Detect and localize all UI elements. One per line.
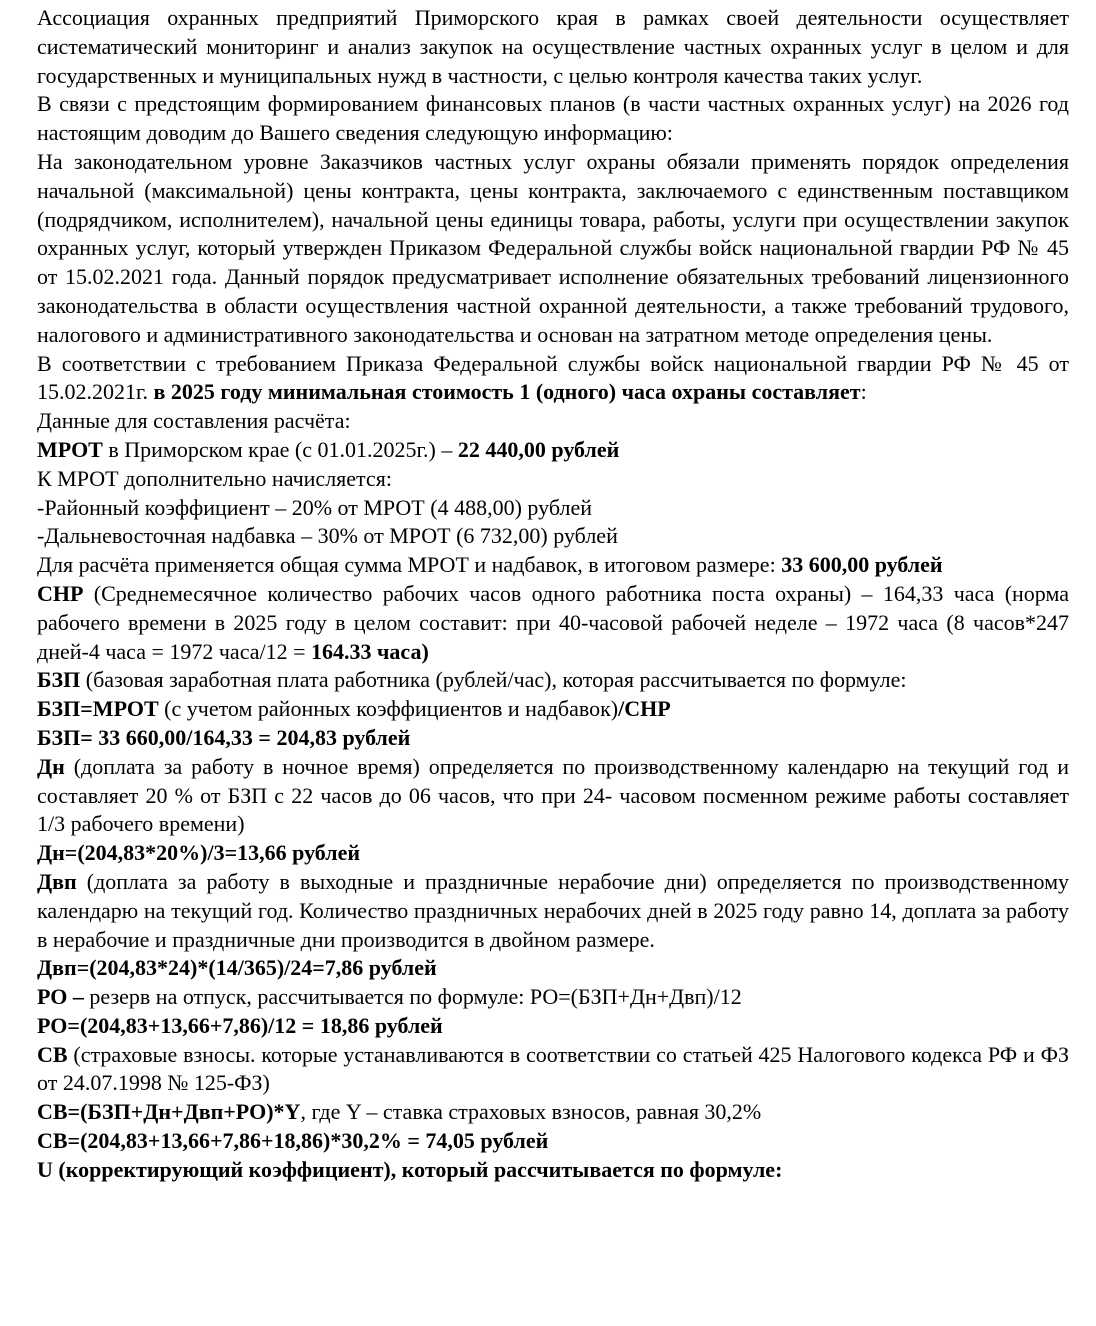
paragraph-dn-definition: Дн (доплата за работу в ночное время) определяется по производственному календарю на текущий год и составляет 20 % от БЗП с 22 часов до 06 часов, что при 24- часовом посменном режиме работы составляет 1/3 рабочего времени): [37, 753, 1069, 837]
total-sum-value: 33 600,00 рублей: [781, 552, 943, 578]
paragraph-legislation: На законодательном уровне Заказчиков частных услуг охраны обязали применять порядок определения начальной (максимальной) цены контракта, цены контракта, заключаемого с единственным поставщиком (подрядчиком, исполнителем), начальной цены единицы товара, работы, услуги при осуществлении закупок охранных услуг, который утвержден Приказом Федеральной службы войск национальной гвардии РФ № 45 от 15.02.2021 года. Данный порядок предусматривает исполнение обязательных требований лицензионного законодательства в области осуществления частной охранной деятельности, а также требований трудового, налогового и административного законодательства и основан на затратном методе определения цены.: [37, 148, 1069, 347]
paragraph-u-coefficient: U (корректирующий коэффициент), который рассчитывается по формуле:: [37, 1156, 783, 1182]
list-item-far-east-allowance: -Дальневосточная надбавка – 30% от МРОТ (6 732,00) рублей: [37, 523, 618, 549]
list-item-regional-coefficient: -Районный коэффициент – 20% от МРОТ (4 488,00) рублей: [37, 494, 592, 520]
paragraph-calc-data-heading: Данные для составления расчёта:: [37, 408, 351, 434]
paragraph-bzp-definition: БЗП (базовая заработная плата работника (рублей/час), которая рассчитывается по формуле:: [37, 667, 907, 693]
paragraph-mrot-additions: К МРОТ дополнительно начисляется:: [37, 465, 392, 491]
min-hour-cost-statement: в 2025 году минимальная стоимость 1 (одного) часа охраны составляет: [153, 379, 861, 405]
paragraph-order-requirement: В соответствии с требованием Приказа Федеральной службы войск национальной гвардии РФ № 45 от 15.02.2021г. в 2025 году минимальная стоимость 1 (одного) часа охраны составляет:: [37, 350, 1069, 405]
paragraph-sv-definition: СВ (страховые взносы. которые устанавливаются в соответствии со статьей 425 Налогового кодекса РФ и ФЗ от 24.07.1998 № 125-ФЗ): [37, 1041, 1069, 1096]
formula-sv: СВ=(БЗП+Дн+Двп+РО)*Y, где Y – ставка страховых взносов, равная 30,2%: [37, 1099, 762, 1125]
formula-bzp: БЗП=МРОТ (с учетом районных коэффициентов и надбавок)/СНР: [37, 696, 671, 722]
calculation-dvp: Двп=(204,83*24)*(14/365)/24=7,86 рублей: [37, 955, 437, 981]
calculation-sv: СВ=(204,83+13,66+7,86+18,86)*30,2% = 74,05 рублей: [37, 1128, 549, 1154]
calculation-ro: РО=(204,83+13,66+7,86)/12 = 18,86 рублей: [37, 1012, 443, 1038]
calculation-dn: Дн=(204,83*20%)/3=13,66 рублей: [37, 840, 361, 866]
paragraph-ro-definition: РО – резерв на отпуск, рассчитывается по формуле: РО=(БЗП+Дн+Двп)/12: [37, 984, 742, 1010]
mrot-value: 22 440,00 рублей: [457, 436, 620, 462]
paragraph-association-intro: Ассоциация охранных предприятий Приморского края в рамках своей деятельности осуществляет систематический мониторинг и анализ закупок на осуществление частных охранных услуг в целом и для государственных и муниципальных нужд в частности, с целью контроля качества таких услуг.: [37, 5, 1069, 88]
paragraph-mrot: МРОТ в Приморском крае (с 01.01.2025г.) – 22 440,00 рублей: [37, 436, 620, 462]
calculation-bzp: БЗП= 33 660,00/164,33 = 204,83 рублей: [37, 724, 411, 750]
paragraph-total-sum: Для расчёта применяется общая сумма МРОТ и надбавок, в итоговом размере: 33 600,00 рублей: [37, 552, 943, 578]
paragraph-finance-plans: В связи с предстоящим формированием финансовых планов (в части частных охранных услуг) на 2026 год настоящим доводим до Вашего сведения следующую информацию:: [37, 91, 1069, 146]
snr-value: 164.33 часа): [311, 638, 429, 664]
paragraph-snr: СНР (Среднемесячное количество рабочих часов одного работника поста охраны) – 164,33 часа (норма рабочего времени в 2025 году в целом составит: при 40-часовой рабочей неделе – 1972 часа (8 часов*247 дней-4 часа = 1972 часа/12 = 164.33 часа): [37, 580, 1069, 664]
paragraph-dvp-definition: Двп (доплата за работу в выходные и праздничные нерабочие дни) определяется по производственному календарю на текущий год. Количество праздничных нерабочих дней в 2025 году равно 14, доплата за работу в нерабочие и праздничные дни производится в двойном размере.: [37, 868, 1069, 952]
